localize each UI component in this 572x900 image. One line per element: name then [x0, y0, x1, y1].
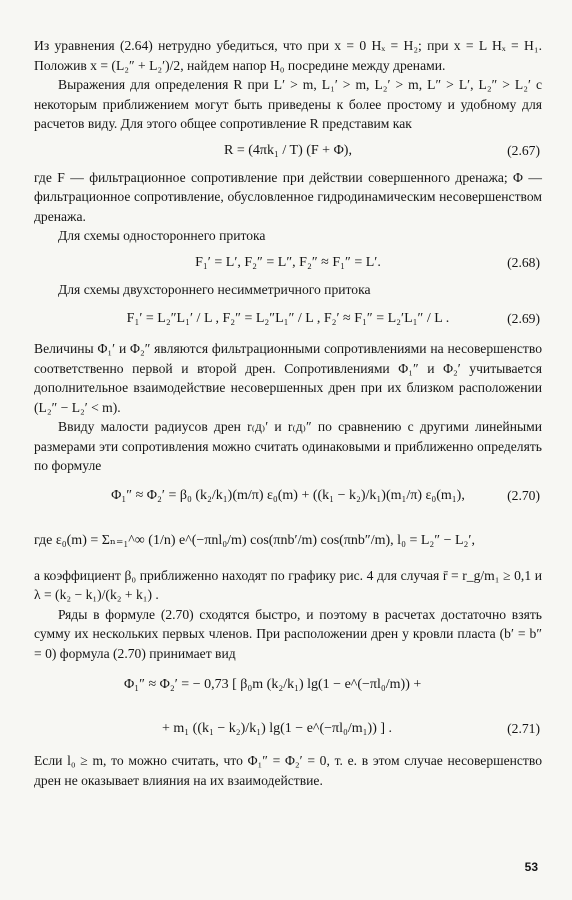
paragraph-2: Выражения для определения R при L′ > m, L₁′ > m, L₂′ > m, L″ > L′, L₂″ > L₂′ с некоторым приближением могут быть приведены к более простому и удобному для расчетов виду. Для этого общее сопротивление R представим как [34, 77, 542, 131]
equation-2-71-number: (2.71) [507, 721, 540, 736]
equation-2-71-line1 [34, 663, 542, 707]
equation-2-68-number: (2.68) [507, 254, 540, 270]
paragraph-9: Ряды в формуле (2.70) сходятся быстро, и поэтому в расчетах достаточно взять сумму их нескольких первых членов. При расположении дрен у кровли пласта (b′ = b″ = 0) формула (2.70) принимает вид [34, 606, 542, 661]
equation-2-68 [34, 246, 542, 280]
paragraph-3: где F — фильтрационное сопротивление при действии совершенного дренажа; Φ — фильтрационное сопротивление, обусловленное гидродинамическим несовершенством дренажа. [34, 169, 542, 224]
equation-2-68-body: F₁′ = L′, F₂″ = L″, F₂″ ≈ F₁″ = L′. [195, 254, 381, 270]
equation-2-69-body: F₁′ = L₂″L₁′ / L , F₂″ = L₂″L₁″ / L , F₂′ ≈ F₁″ = L₂′L₁″ / L . [126, 311, 450, 326]
equation-2-67-number: (2.67) [507, 142, 540, 158]
equation-2-70-body: Φ₁″ ≈ Φ₂′ = β₀ (k₂/k₁)(m/π) ε₀(m) + ((k₁ − k₂)/k₁)(m₁/π) ε₀(m₁), [111, 487, 465, 503]
paragraph-6: Величины Φ₁′ и Φ₂″ являются фильтрационными сопротивлениями на несовершенство соответственно первой и второй дрен. Сопротивлениями Φ₁″ и Φ₂′ учитывается дополнительное взаимодействие несовершенных дрен при их близком расположении (L₂″ − L₂′ < m). [34, 341, 542, 415]
paragraph-5: Для схемы двухстороннего несимметричного притока [58, 281, 371, 297]
page-number: 53 [524, 860, 538, 874]
equation-2-67-body: R = (4πk₁ / T) (F + Φ), [224, 142, 352, 158]
equation-2-67 [34, 134, 542, 168]
paragraph-7: Ввиду малости радиусов дрен r₍д₎′ и r₍д₎″ по сравнению с другими линейными размерами эти сопротивления можно считать одинаковыми и приближенно определять по формуле [34, 419, 542, 473]
equation-2-71-line2 [34, 707, 542, 751]
equation-2-71-line2-body: + m₁ ((k₁ − k₂)/k₁) lg(1 − e^(−πl₀/m₁)) ] . [162, 721, 393, 736]
paragraph-8: а коэффициент β₀ приближенно находят по графику рис. 4 для случая r̄ = r_g/m₁ ≥ 0,1 и λ = (k₂ − k₁)/(k₂ + k₁) . [34, 567, 542, 602]
equation-2-70 [34, 476, 542, 516]
equation-2-69-number: (2.69) [507, 311, 540, 326]
equation-2-69 [34, 299, 542, 339]
equation-epsilon [34, 516, 542, 566]
page-body [34, 36, 542, 790]
equation-2-70-number: (2.70) [507, 487, 540, 503]
equation-epsilon-body: где ε₀(m) = Σₙ₌₁^∞ (1/n) e^(−πnl₀/m) cos(πnb′/m) cos(πnb″/m), l₀ = L₂″ − L₂′, [34, 533, 475, 548]
paragraph-10: Если l₀ ≥ m, то можно считать, что Φ₁″ = Φ₂′ = 0, т. е. в этом случае несовершенство дрен не оказывает влияния на их взаимодействие. [34, 753, 542, 788]
paragraph-4: Для схемы одностороннего притока [58, 228, 266, 243]
equation-2-71-line1-body: Φ₁″ ≈ Φ₂′ = − 0,73 [ β₀m (k₂/k₁) lg(1 − e^(−πl₀/m)) + [124, 677, 422, 692]
paragraph-1: Из уравнения (2.64) нетрудно убедиться, что при x = 0 Hₓ = H₂; при x = L Hₓ = H₁. Положив x = (L₂″ + L₂′)/2, найдем напор H₀ посредине между дренами. [34, 38, 542, 73]
